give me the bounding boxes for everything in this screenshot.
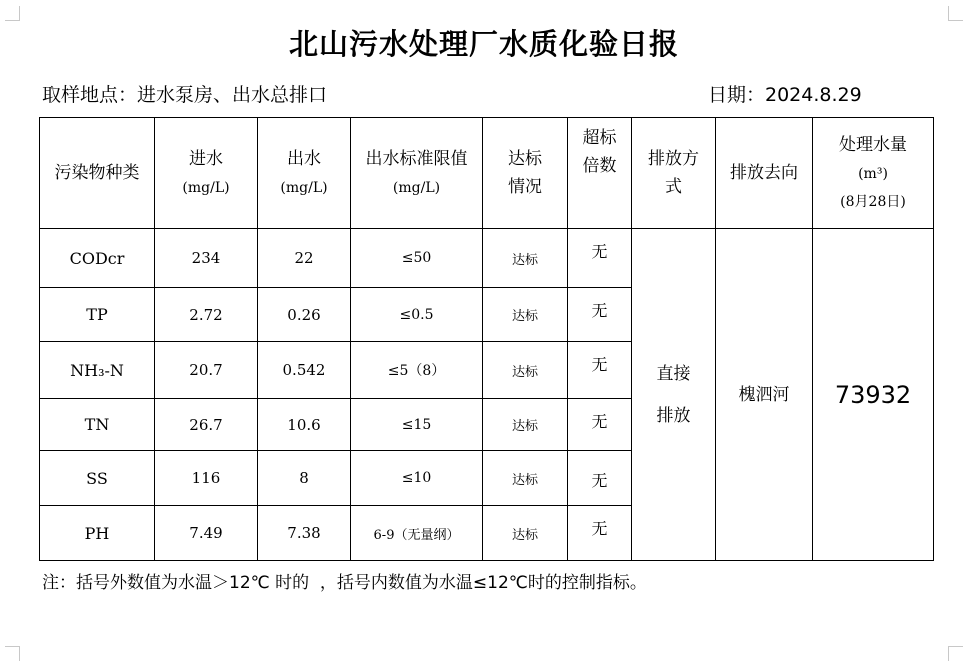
header-pollutant: 污染物种类 [40, 118, 155, 229]
exceed-cell: 无 [568, 229, 632, 288]
header-compliance: 达标 情况 [483, 118, 568, 229]
standard-cell: ≤10 [351, 451, 483, 506]
treated-volume-cell: 73932 [813, 229, 934, 561]
sampling-location: 取样地点：进水泵房、出水总排口 [42, 84, 328, 106]
compliance-cell: 达标 [483, 288, 568, 342]
exceed-cell: 无 [568, 451, 632, 506]
standard-cell: ≤15 [351, 399, 483, 451]
compliance-cell: 达标 [483, 506, 568, 561]
page-corner-mark [948, 6, 963, 21]
standard-cell: ≤50 [351, 229, 483, 288]
inflow-cell: 2.72 [155, 288, 258, 342]
header-outflow: 出水 (mg/L) [258, 118, 351, 229]
compliance-cell: 达标 [483, 399, 568, 451]
header-inflow: 进水 (mg/L) [155, 118, 258, 229]
exceed-cell: 无 [568, 506, 632, 561]
inflow-cell: 234 [155, 229, 258, 288]
header-volume: 处理水量 (m³) (8月28日) [813, 118, 934, 229]
compliance-cell: 达标 [483, 229, 568, 288]
header-standard: 出水标准限值 (mg/L) [351, 118, 483, 229]
page-corner-mark [948, 646, 963, 661]
header-discharge-destination: 排放去向 [716, 118, 813, 229]
exceed-cell: 无 [568, 399, 632, 451]
header-discharge-method: 排放方 式 [632, 118, 716, 229]
standard-cell: ≤5（8） [351, 342, 483, 399]
report-title: 北山污水处理厂水质化验日报 [288, 27, 679, 61]
outflow-cell: 0.542 [258, 342, 351, 399]
discharge-method-cell: 直接 排放 [632, 229, 716, 561]
compliance-cell: 达标 [483, 451, 568, 506]
table-row [40, 229, 934, 288]
pollutant-cell: TN [40, 399, 155, 451]
outflow-cell: 7.38 [258, 506, 351, 561]
standard-cell: 6-9（无量纲） [351, 506, 483, 561]
inflow-cell: 20.7 [155, 342, 258, 399]
inflow-cell: 26.7 [155, 399, 258, 451]
compliance-cell: 达标 [483, 342, 568, 399]
standard-cell: ≤0.5 [351, 288, 483, 342]
page-corner-mark [5, 6, 20, 21]
report-date: 日期：2024.8.29 [708, 84, 862, 106]
header-row [40, 118, 934, 229]
page-corner-mark [5, 646, 20, 661]
discharge-destination-cell: 槐泗河 [716, 229, 813, 561]
outflow-cell: 0.26 [258, 288, 351, 342]
pollutant-cell: PH [40, 506, 155, 561]
pollutant-cell: CODcr [40, 229, 155, 288]
footnote: 注：括号外数值为水温＞12℃ 时的 ，括号内数值为水温≤12℃时的控制指标。 [42, 573, 647, 593]
exceed-cell: 无 [568, 288, 632, 342]
outflow-cell: 10.6 [258, 399, 351, 451]
water-quality-table [39, 117, 934, 561]
header-exceed: 超标 倍数 [568, 118, 632, 229]
pollutant-cell: NH₃-N [40, 342, 155, 399]
exceed-cell: 无 [568, 342, 632, 399]
pollutant-cell: TP [40, 288, 155, 342]
inflow-cell: 116 [155, 451, 258, 506]
outflow-cell: 22 [258, 229, 351, 288]
pollutant-cell: SS [40, 451, 155, 506]
outflow-cell: 8 [258, 451, 351, 506]
inflow-cell: 7.49 [155, 506, 258, 561]
